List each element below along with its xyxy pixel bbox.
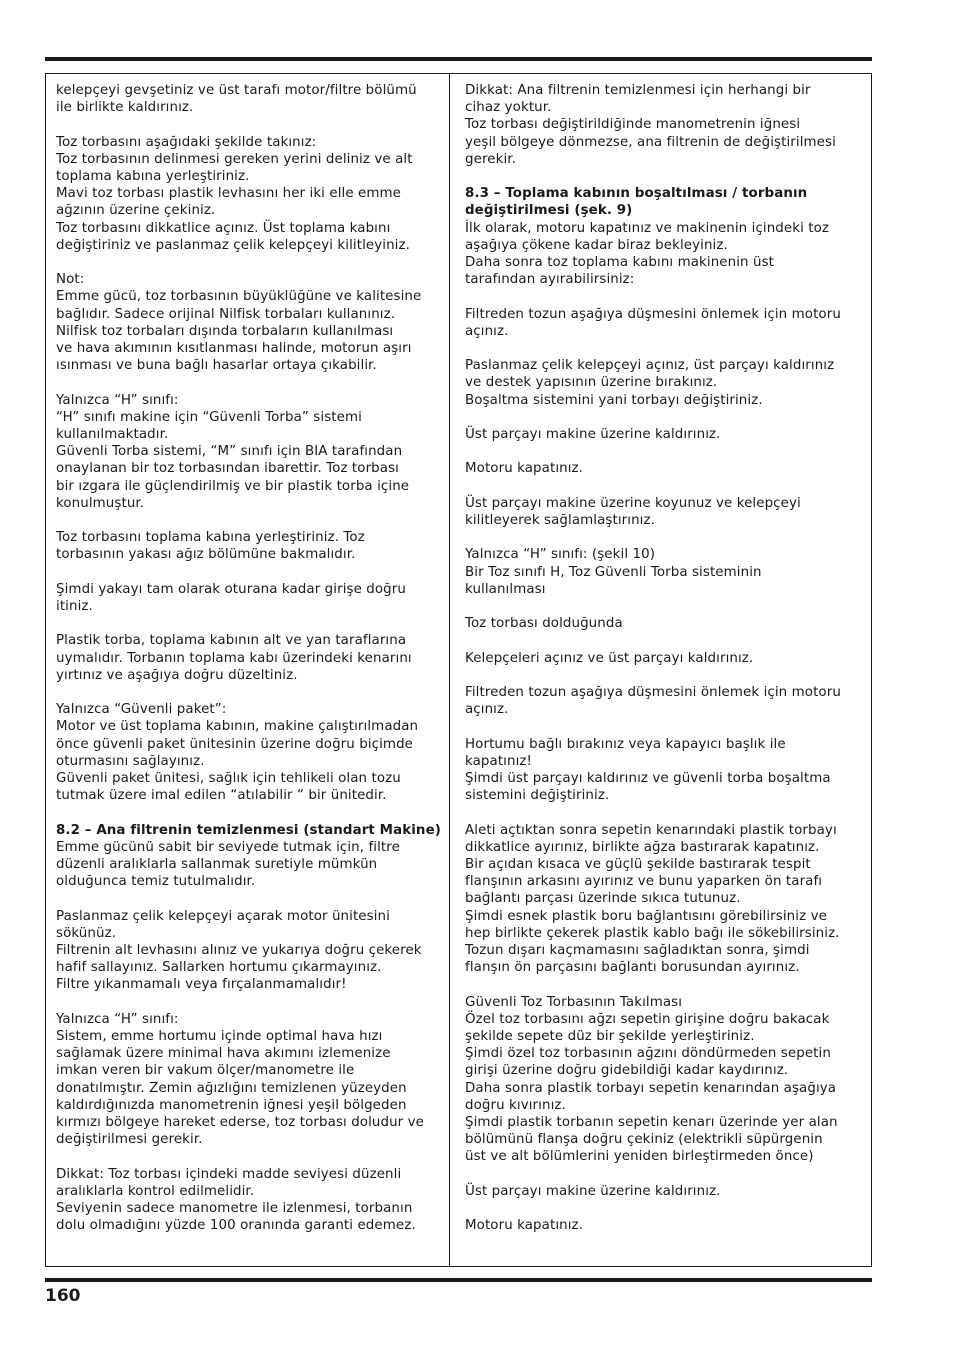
section-heading-line-2: değiştirilmesi (şek. 9) [465,203,633,219]
text-line: yeşil bölgeye dönmezse, ana filtrenin de değiştirilmesi [465,134,836,150]
text-line: tutmak üzere imal edilen “atılabilir “ bir ünitedir. [56,788,387,804]
text-line: düzenli aralıklarla sallanmak suretiyle mümkün [56,857,378,873]
text-line: uymalıdır. Torbanın toplama kabı üzerindeki kenarını [56,650,412,666]
text-line: ağzının üzerine çekiniz. [56,203,216,219]
text-line: kırmızı bölgeye hareket ederse, toz torbası doludur ve [56,1115,425,1131]
text-line: Paslanmaz çelik kelepçeyi açınız, üst parçayı kaldırınız [465,358,835,374]
text-line: dikkatlice ayırınız, birlikte ağza bastırarak kapatınız. [465,839,820,855]
left-column [56,82,441,1252]
text-line: kullanılmaktadır. [56,427,169,443]
text-line: açınız. [465,323,509,339]
text-line: Motor ve üst toplama kabının, makine çalıştırılmadan [56,719,419,735]
text-line: Yalnızca “Güvenli paket”: [56,702,227,718]
text-line: Toz torbasının delinmesi gereken yerini deliniz ve alt [56,151,413,167]
paragraph [56,529,441,563]
text-line: Bir Toz sınıfı H, Toz Güvenli Torba sisteminin [465,564,762,580]
paragraph [56,632,441,684]
text-line: torbasının yakası ağız bölümüne bakmalıdır. [56,547,356,563]
text-line: Güvenli paket ünitesi, sağlık için tehlikeli olan tozu [56,771,401,787]
paragraph [56,581,441,615]
paragraph [465,684,863,718]
paragraph [465,357,863,409]
paragraph [56,82,441,116]
text-line: kelepçeyi gevşetiniz ve üst tarafı motor/filtre bölümü [56,83,417,98]
text-line: doğru kıvırınız. [465,1097,566,1113]
two-column-text-frame [45,73,872,1267]
top-rule [45,57,872,61]
text-line: Bir açıdan kısaca ve güçlü şekilde bastırarak tespit [465,856,811,872]
text-line: aşağıya çökene kadar biraz bekleyiniz. [465,237,728,253]
text-line: Şimdi yakayı tam olarak oturana kadar girişe doğru [56,581,406,597]
text-line: Tozun dışarı kaçmamasını sağladıktan sonra, şimdi [465,942,810,958]
text-line: Yalnızca “H” sınıfı: [56,1011,179,1027]
text-line: “H” sınıfı makine için “Güvenli Torba” sistemi [56,409,362,425]
paragraph [465,426,863,443]
text-line: hafif sallayınız. Sallarken hortumu çıkarmayınız. [56,960,382,976]
section-heading: 8.3 – Toplama kabının boşaltılması / torbanın [465,186,808,202]
text-line: bir ızgara ile güçlendirilmiş ve bir plastik torba içine [56,478,410,494]
text-line: Filtreden tozun aşağıya düşmesini önlemek için motoru [465,684,841,700]
text-line: değiştiriniz ve paslanmaz çelik kelepçeyi kilitleyiniz. [56,237,410,253]
text-line: Daha sonra plastik torbayı sepetin kenarından aşağıya [465,1080,837,1096]
paragraph [465,1217,863,1234]
text-line: Daha sonra toz toplama kabını makinenin üst [465,255,775,271]
text-line: Şimdi üst parçayı kaldırınız ve güvenli torba boşaltma [465,770,831,786]
text-line: Üst parçayı makine üzerine kaldırınız. [465,427,721,442]
text-line: Not: [56,272,85,288]
paragraph [465,495,863,529]
text-line: Emme gücü, toz torbasının büyüklüğüne ve kalitesine [56,289,422,305]
text-line: Motoru kapatınız. [465,461,584,477]
paragraph [56,822,441,891]
text-line: Toz torbası değiştirildiğinde manometrenin iğnesi [465,117,801,133]
paragraph [465,185,863,288]
text-line: ısınması ve buna bağlı hasarlar ortaya çıkabilir. [56,358,377,374]
paragraph [465,1183,863,1200]
text-line: olduğunca temiz tutulmalıdır. [56,874,256,890]
page-number: 160 [45,1286,81,1306]
text-line: tarafından ayırabilirsiniz: [465,272,635,288]
text-line: Boşaltma sistemini yani torbayı değiştiriniz. [465,392,763,408]
text-line: imkan veren bir vakum ölçer/manometre ile [56,1063,355,1079]
text-line: sağlamak üzere minimal hava akımını izlemenize [56,1046,391,1062]
text-line: Güvenli Torba sistemi, “M” sınıfı için BIA tarafından [56,444,403,460]
text-line: Filtrenin alt levhasını alınız ve yukarıya doğru çekerek [56,943,422,959]
text-line: Toz torbasını toplama kabına yerleştiriniz. Toz [56,530,365,546]
text-line: Yalnızca “H” sınıfı: [56,392,179,408]
text-line: bağlantı parçası üzerinde sıkıca tutunuz. [465,891,741,907]
paragraph [56,701,441,804]
text-line: Paslanmaz çelik kelepçeyi açarak motor ünitesini [56,908,390,924]
column-divider [449,74,450,1266]
paragraph [465,994,863,1166]
text-line: kullanılması [465,581,546,597]
text-line: Filtre yıkanmamalı veya fırçalanmamalıdır! [56,977,347,993]
text-line: açınız. [465,702,509,718]
paragraph [56,392,441,512]
text-line: Emme gücünü sabit bir seviyede tutmak için, filtre [56,839,400,855]
paragraph [465,736,863,805]
text-line: Filtreden tozun aşağıya düşmesini önlemek için motoru [465,306,841,322]
paragraph [56,1011,441,1149]
paragraph [465,82,863,168]
paragraph [465,460,863,477]
text-line: Dikkat: Ana filtrenin temizlenmesi için herhangi bir [465,83,811,98]
text-line: gerekir. [465,151,516,167]
text-line: sökünüz. [56,925,117,941]
text-line: flanşının arkasını ayırınız ve bunu yaparken ön tarafı [465,874,823,890]
text-line: Toz torbasını aşağıdaki şekilde takınız: [56,134,317,150]
text-line: itiniz. [56,599,93,615]
text-line: İlk olarak, motoru kapatınız ve makinenin içindeki toz [465,220,830,236]
text-line: Motoru kapatınız. [465,1218,584,1234]
paragraph [465,306,863,340]
text-line: Nilfisk toz torbaları dışında torbaların kullanılması [56,323,394,339]
text-line: onaylanan bir toz torbasından ibarettir. Toz torbası [56,461,399,477]
text-line: cihaz yoktur. [465,100,552,116]
text-line: girişi üzerine doğru gidebildiği kadar kaydırınız. [465,1063,789,1079]
text-line: konulmuştur. [56,495,145,511]
text-line: Hortumu bağlı bırakınız veya kapayıcı başlık ile [465,736,786,752]
text-line: sistemini değiştiriniz. [465,788,610,804]
paragraph [465,650,863,667]
paragraph [56,134,441,254]
text-line: Kelepçeleri açınız ve üst parçayı kaldırınız. [465,650,754,666]
text-line: bağlıdır. Sadece orijinal Nilfisk torbaları kullanınız. [56,306,396,322]
text-line: toplama kabına yerleştiriniz. [56,169,250,184]
text-line: ile birlikte kaldırınız. [56,100,194,116]
text-line: kaldırdığınızda manometrenin iğnesi yeşil bölgeden [56,1097,407,1113]
paragraph [465,822,863,977]
text-line: Toz torbası dolduğunda [465,616,623,632]
text-line: Üst parçayı makine üzerine kaldırınız. [465,1183,721,1199]
paragraph [465,615,863,632]
text-line: yırtınız ve aşağıya doğru düzeltiniz. [56,667,298,683]
text-line: şekilde sepete düz bir şekilde yerleştiriniz. [465,1028,755,1044]
text-line: Sistem, emme hortumu içinde optimal hava hızı [56,1029,383,1045]
text-line: ve destek yapısının üzerine bırakınız. [465,375,718,391]
text-line: Toz torbasını dikkatlice açınız. Üst toplama kabını [56,220,391,236]
right-column [465,82,863,1252]
text-line: Şimdi özel toz torbasının ağzını döndürmeden sepetin [465,1046,831,1062]
text-line: Dikkat: Toz torbası içindeki madde seviyesi düzenli [56,1166,402,1182]
paragraph [56,908,441,994]
text-line: kapatınız! [465,753,533,769]
paragraph [56,1166,441,1235]
text-line: oturmasını sağlayınız. [56,753,205,769]
text-line: donatılmıştır. Zemin ağızlığını temizlenen yüzeyden [56,1080,407,1096]
text-line: Mavi toz torbası plastik levhasını her iki elle emme [56,186,401,202]
text-line: Aleti açtıktan sonra sepetin kenarındaki plastik torbayı [465,822,837,838]
text-line: bölümünü flanşa doğru çekiniz (elektrikli süpürgenin [465,1132,823,1148]
text-line: önce güvenli paket ünitesinin üzerine doğru biçimde [56,736,414,752]
text-line: Şimdi plastik torbanın sepetin kenarı üzerinde yer alan [465,1114,838,1130]
text-line: Plastik torba, toplama kabının alt ve yan taraflarına [56,633,407,649]
paragraph [56,271,441,374]
bottom-rule [45,1278,872,1282]
text-line: Yalnızca “H” sınıfı: (şekil 10) [465,547,656,563]
text-line: aralıklarla kontrol edilmelidir. [56,1183,255,1199]
text-line: flanşın ön parçasını bağlantı borusundan ayırınız. [465,960,800,976]
text-line: kilitleyerek sağlamlaştırınız. [465,512,655,528]
text-line: Şimdi esnek plastik boru bağlantısını görebilirsiniz ve [465,908,827,924]
text-line: Güvenli Toz Torbasının Takılması [465,994,683,1010]
text-line: üst ve alt bölümlerini yeniden birleştirmeden önce) [465,1149,814,1165]
text-line: Üst parçayı makine üzerine koyunuz ve kelepçeyi [465,495,801,511]
text-line: hep birlikte çekerek plastik kablo bağı ile sökebilirsiniz. [465,925,840,941]
text-line: Özel toz torbasını ağzı sepetin girişine doğru bakacak [465,1011,830,1027]
text-line: değiştirilmesi gerekir. [56,1132,203,1148]
text-line: dolu olmadığını yüzde 100 oranında garanti edemez. [56,1218,416,1234]
paragraph [465,546,863,598]
section-heading: 8.2 – Ana filtrenin temizlenmesi (standart Makine) [56,822,441,838]
text-line: Seviyenin sadece manometre ile izlenmesi, torbanın [56,1201,413,1217]
text-line: ve hava akımının kısıtlanması halinde, motorun aşırı [56,341,412,357]
